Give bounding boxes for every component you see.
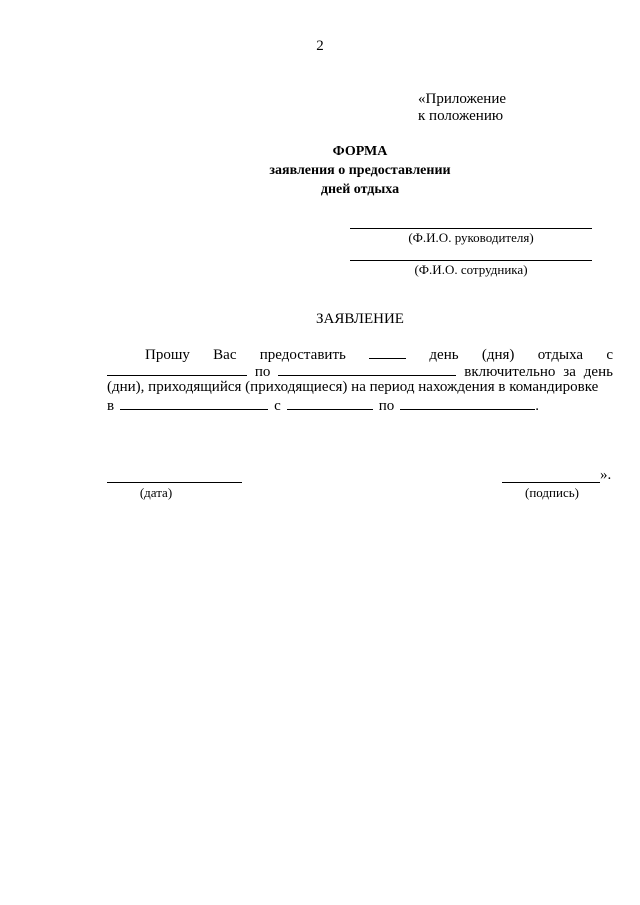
form-subtitle-1: заявления о предоставлении [269,163,451,178]
word: Вас [213,347,237,363]
date-caption: (дата) [139,485,173,500]
word: предоставить [259,347,346,363]
signature-line[interactable] [502,482,600,483]
employee-name-caption: (Ф.И.О. сотрудника) [414,262,528,277]
appendix-note [418,91,628,125]
word: с [606,347,613,363]
word: в [107,398,115,414]
manager-name-caption: (Ф.И.О. руководителя) [408,230,534,245]
word: день [429,347,459,363]
days-count-blank[interactable] [369,345,406,359]
appendix-line-1: «Приложение [418,91,507,107]
word: отдыха [537,347,584,363]
page-number: 2 [316,38,324,54]
date-line[interactable] [107,482,242,483]
signature-suffix: ». [600,467,612,483]
manager-name-line[interactable] [350,228,592,229]
appendix-line-2: к положению [418,108,504,124]
rest-to-date-blank[interactable] [278,362,456,376]
word: Прошу [145,347,190,363]
word: по [378,398,395,414]
rest-from-date-blank[interactable] [107,362,247,376]
word: день [583,364,613,380]
form-title-block [180,142,540,199]
word: с [274,398,281,414]
word: за [563,364,576,380]
word: включительно [464,364,556,380]
form-title: ФОРМА [332,144,388,159]
trip-location-blank[interactable] [120,396,268,410]
word: (дня) [481,347,515,363]
trip-to-date-blank[interactable] [400,396,535,410]
statement-line-3: (дни), приходящийся (приходящиеся) на период нахождения в командировке [107,379,599,395]
trip-from-date-blank[interactable] [287,396,373,410]
statement-line-4 [107,396,613,415]
period: . [535,398,540,414]
form-subtitle-2: дней отдыха [320,182,400,197]
employee-name-line[interactable] [350,260,592,261]
signature-caption: (подпись) [525,485,579,500]
statement-title: ЗАЯВЛЕНИЕ [316,311,404,327]
word: по [254,364,271,380]
